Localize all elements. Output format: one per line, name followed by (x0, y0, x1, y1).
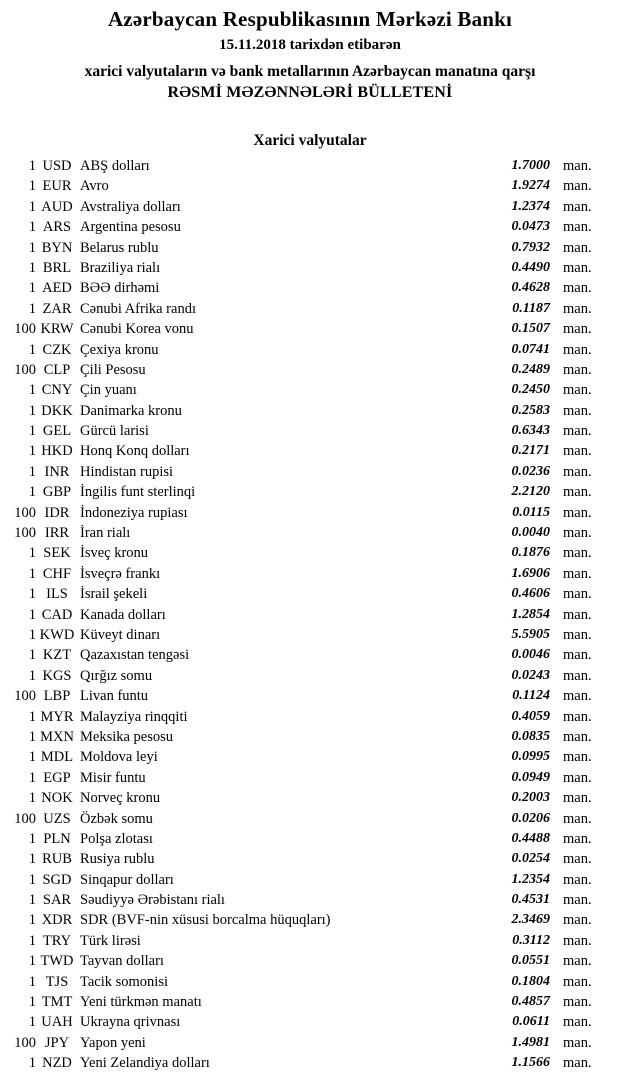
currency-name: Cənubi Korea vonu (80, 321, 194, 338)
currency-quantity: 1 (28, 484, 36, 501)
bank-title: Azərbaycan Respublikasının Mərkəzi Bankı (107, 7, 513, 31)
currency-quantity: 1 (28, 973, 36, 990)
currency-unit: man. (563, 647, 592, 664)
currency-code: DKK (41, 402, 73, 419)
currency-rate: 0.0046 (511, 647, 550, 663)
bulletin-header (0, 8, 620, 102)
currency-name: Qazaxıstan tengəsi (80, 647, 190, 664)
currency-name: Yapon yeni (80, 1034, 146, 1051)
rate-row (0, 360, 620, 380)
currency-name: Avro (80, 178, 109, 195)
currency-unit: man. (563, 790, 592, 807)
currency-rate: 0.0473 (511, 219, 550, 235)
rate-row (0, 380, 620, 400)
currency-quantity: 1 (28, 1014, 36, 1031)
currency-rate: 0.0995 (511, 749, 550, 765)
currency-name: Çexiya kronu (80, 341, 159, 358)
rate-row (0, 564, 620, 584)
currency-rate: 1.2854 (511, 606, 550, 622)
currency-quantity: 100 (14, 321, 36, 338)
currency-name: Misir funtu (80, 769, 146, 786)
currency-rate: 0.0040 (511, 525, 550, 541)
currency-unit: man. (563, 810, 592, 827)
rate-row (0, 870, 620, 890)
currency-quantity: 100 (14, 525, 36, 542)
rate-row (0, 910, 620, 930)
currency-unit: man. (563, 158, 592, 174)
currency-rate: 0.0115 (512, 504, 550, 520)
rate-row (0, 543, 620, 563)
currency-quantity: 1 (28, 871, 36, 888)
currency-rate: 2.3469 (511, 912, 550, 928)
currency-code: CHF (42, 565, 72, 582)
currency-name: İsrail şekeli (80, 586, 148, 603)
currency-unit: man. (563, 239, 592, 256)
currency-unit: man. (563, 688, 592, 705)
currency-code: ARS (42, 219, 72, 236)
currency-quantity: 1 (28, 259, 36, 276)
currency-rate: 1.1566 (511, 1055, 550, 1071)
currency-unit: man. (563, 178, 592, 195)
currency-rate: 5.5905 (511, 626, 550, 642)
currency-name: İsveçrə frankı (80, 565, 161, 582)
currency-code: SEK (43, 545, 71, 562)
currency-rate: 1.9274 (511, 178, 550, 194)
currency-rate: 0.0254 (511, 851, 550, 867)
currency-unit: man. (563, 973, 592, 990)
bulletin-subtitle: xarici valyutaların və bank metallarının Azərbaycan manatına qarşı (84, 63, 536, 80)
currency-name: Braziliya rialı (80, 259, 161, 276)
currency-code: NOK (41, 790, 73, 807)
currency-unit: man. (563, 361, 592, 378)
currency-unit: man. (563, 994, 592, 1011)
rate-row (0, 238, 620, 258)
currency-code: AED (42, 280, 72, 297)
currency-code: UZS (43, 810, 71, 827)
currency-code: XDR (41, 912, 73, 929)
currency-rate: 0.0243 (511, 667, 550, 683)
currency-name: İran rialı (80, 525, 131, 542)
currency-quantity: 1 (28, 423, 36, 440)
currency-rate: 1.2354 (511, 871, 550, 887)
currency-quantity: 1 (28, 708, 36, 725)
currency-quantity: 1 (28, 647, 36, 664)
currency-quantity: 100 (14, 361, 36, 378)
currency-quantity: 1 (28, 300, 36, 317)
currency-unit: man. (563, 382, 592, 399)
currency-code: TJS (45, 973, 69, 990)
currency-code: IRR (44, 525, 70, 542)
section-title-foreign-currencies: Xarici valyutalar (253, 132, 367, 149)
currency-rate: 0.0835 (511, 728, 550, 744)
currency-quantity: 1 (28, 626, 36, 643)
currency-name: SDR (BVF-nin xüsusi borcalma hüquqları) (80, 912, 331, 929)
currency-code: NZD (42, 1055, 72, 1072)
currency-code: KGS (42, 667, 72, 684)
currency-rate: 0.2489 (511, 361, 550, 377)
bulletin-name: RƏSMİ MƏZƏNNƏLƏRİ BÜLLETENİ (167, 84, 453, 101)
currency-quantity: 1 (28, 341, 36, 358)
currency-rate: 0.4531 (511, 892, 550, 908)
currency-code: SAR (42, 892, 72, 909)
rate-row (0, 809, 620, 829)
currency-name: Özbək somu (80, 810, 153, 827)
rate-row (0, 686, 620, 706)
currency-unit: man. (563, 219, 592, 236)
currency-quantity: 1 (28, 994, 36, 1011)
rate-row (0, 258, 620, 278)
currency-unit: man. (563, 851, 592, 868)
currency-rate: 0.4488 (511, 830, 550, 846)
currency-quantity: 1 (28, 382, 36, 399)
currency-unit: man. (563, 198, 592, 215)
currency-unit: man. (563, 443, 592, 460)
currency-quantity: 1 (28, 402, 36, 419)
currency-unit: man. (563, 341, 592, 358)
currency-code: PLN (43, 830, 71, 847)
currency-rate: 1.4981 (511, 1034, 550, 1050)
rate-row (0, 176, 620, 196)
currency-code: MYR (40, 708, 74, 725)
currency-name: İsveç kronu (80, 545, 149, 562)
currency-name: Argentina pesosu (80, 219, 181, 236)
currency-unit: man. (563, 402, 592, 419)
currency-rate: 1.6906 (511, 565, 550, 581)
currency-name: Türk lirəsi (80, 932, 141, 949)
rate-row (0, 707, 620, 727)
currency-unit: man. (563, 953, 592, 970)
currency-name: Çili Pesosu (80, 361, 146, 378)
currency-unit: man. (563, 769, 592, 786)
rate-row (0, 1012, 620, 1032)
currency-rate: 0.7932 (511, 239, 550, 255)
currency-code: BRL (42, 259, 72, 276)
currency-quantity: 1 (28, 932, 36, 949)
currency-name: Yeni Zelandiya dolları (80, 1055, 210, 1072)
currency-rate: 0.0206 (511, 810, 550, 826)
rate-row (0, 462, 620, 482)
currency-code: JPY (44, 1034, 70, 1051)
rate-row (0, 421, 620, 441)
currency-code: GEL (42, 423, 72, 440)
currency-code: KRW (40, 321, 74, 338)
currency-quantity: 1 (28, 545, 36, 562)
currency-code: CZK (42, 341, 72, 358)
rates-table (0, 156, 620, 1074)
rate-row (0, 829, 620, 849)
currency-code: EGP (43, 769, 71, 786)
currency-code: AUD (41, 198, 73, 215)
currency-quantity: 1 (28, 463, 36, 480)
currency-name: ABŞ dolları (80, 158, 150, 174)
currency-name: Qırğız somu (80, 667, 153, 684)
currency-name: Tayvan dolları (80, 953, 164, 970)
currency-quantity: 100 (14, 810, 36, 827)
rate-row (0, 584, 620, 604)
currency-rate: 0.4628 (511, 280, 550, 296)
currency-quantity: 1 (28, 749, 36, 766)
currency-unit: man. (563, 871, 592, 888)
currency-name: Səudiyyə Ərəbistanı rialı (80, 892, 225, 909)
currency-rate: 1.2374 (511, 198, 550, 214)
currency-code: TWD (40, 953, 74, 970)
currency-unit: man. (563, 912, 592, 929)
currency-rate: 0.4059 (511, 708, 550, 724)
currency-rate: 0.0949 (511, 769, 550, 785)
rate-row (0, 299, 620, 319)
rate-row (0, 768, 620, 788)
currency-code: TMT (41, 994, 73, 1011)
currency-quantity: 1 (28, 912, 36, 929)
rate-row (0, 972, 620, 992)
currency-unit: man. (563, 321, 592, 338)
rate-row (0, 890, 620, 910)
currency-quantity: 1 (28, 219, 36, 236)
currency-name: Avstraliya dolları (80, 198, 181, 215)
currency-rate: 1.7000 (511, 158, 550, 173)
currency-name: Rusiya rublu (80, 851, 155, 868)
currency-unit: man. (563, 749, 592, 766)
currency-unit: man. (563, 525, 592, 542)
currency-name: Kanada dolları (80, 606, 166, 623)
rate-row (0, 441, 620, 461)
rate-row (0, 156, 620, 176)
rate-row (0, 727, 620, 747)
currency-quantity: 1 (28, 158, 36, 174)
currency-name: Moldova leyi (80, 749, 158, 766)
currency-rate: 0.2171 (511, 443, 550, 459)
currency-code: CAD (41, 606, 73, 623)
currency-rate: 0.1876 (511, 545, 550, 561)
currency-name: Belarus rublu (80, 239, 159, 256)
currency-name: Ukrayna qrivnası (80, 1014, 181, 1031)
rate-row (0, 931, 620, 951)
currency-rate: 0.0611 (512, 1014, 550, 1030)
currency-rate: 0.3112 (512, 932, 550, 948)
currency-quantity: 1 (28, 1055, 36, 1072)
rate-row (0, 340, 620, 360)
currency-rate: 0.4857 (511, 994, 550, 1010)
currency-name: Sinqapur dolları (80, 871, 174, 888)
currency-code: LBP (43, 688, 71, 705)
rate-row (0, 197, 620, 217)
currency-code: CNY (41, 382, 73, 399)
rate-row (0, 1053, 620, 1073)
rate-row (0, 1033, 620, 1053)
currency-quantity: 1 (28, 198, 36, 215)
currency-unit: man. (563, 1034, 592, 1051)
currency-rate: 0.0741 (511, 341, 550, 357)
rate-row (0, 788, 620, 808)
currency-quantity: 1 (28, 830, 36, 847)
currency-rate: 0.1804 (511, 973, 550, 989)
currency-unit: man. (563, 545, 592, 562)
currency-unit: man. (563, 708, 592, 725)
currency-rate: 0.2583 (511, 402, 550, 418)
rate-row (0, 747, 620, 767)
currency-quantity: 1 (28, 280, 36, 297)
currency-name: Yeni türkmən manatı (80, 994, 202, 1011)
currency-name: İngilis funt sterlinqi (80, 484, 196, 501)
effective-date-line: 15.11.2018 tarixdən etibarən (219, 37, 401, 53)
rate-row (0, 523, 620, 543)
currency-code: UAH (41, 1014, 73, 1031)
currency-rate: 2.2120 (511, 484, 550, 500)
rate-row (0, 217, 620, 237)
currency-quantity: 100 (14, 504, 36, 521)
currency-name: Tacik somonisi (80, 973, 168, 990)
currency-unit: man. (563, 586, 592, 603)
currency-rate: 0.1187 (512, 300, 550, 316)
currency-quantity: 1 (28, 769, 36, 786)
currency-unit: man. (563, 892, 592, 909)
currency-code: TRY (42, 932, 72, 949)
currency-code: GBP (42, 484, 72, 501)
currency-quantity: 1 (28, 586, 36, 603)
currency-quantity: 100 (14, 1034, 36, 1051)
rate-row (0, 278, 620, 298)
rate-row (0, 319, 620, 339)
currency-quantity: 1 (28, 667, 36, 684)
currency-code: CLP (43, 361, 71, 378)
rate-row (0, 645, 620, 665)
currency-name: Polşa zlotası (80, 830, 153, 847)
rate-row (0, 482, 620, 502)
currency-unit: man. (563, 728, 592, 745)
rate-row (0, 401, 620, 421)
currency-code: BYN (41, 239, 73, 256)
currency-code: MXN (40, 728, 74, 745)
rate-row (0, 503, 620, 523)
currency-code: ILS (46, 586, 68, 603)
currency-name: Hindistan rupisi (80, 463, 174, 480)
currency-name: Meksika pesosu (80, 728, 174, 745)
currency-rate: 0.0236 (511, 463, 550, 479)
currency-name: Gürcü larisi (80, 423, 149, 440)
currency-name: Honq Konq dolları (80, 443, 190, 460)
currency-rate: 0.6343 (511, 423, 550, 439)
currency-unit: man. (563, 1014, 592, 1031)
rate-row (0, 849, 620, 869)
currency-unit: man. (563, 667, 592, 684)
currency-unit: man. (563, 606, 592, 623)
currency-unit: man. (563, 932, 592, 949)
rate-row (0, 992, 620, 1012)
currency-code: MDL (40, 749, 74, 766)
currency-rate: 0.1507 (511, 321, 550, 337)
currency-code: ZAR (42, 300, 72, 317)
currency-code: SGD (42, 871, 72, 888)
currency-code: INR (44, 463, 70, 480)
currency-unit: man. (563, 484, 592, 501)
currency-unit: man. (563, 565, 592, 582)
currency-quantity: 1 (28, 851, 36, 868)
currency-quantity: 1 (28, 953, 36, 970)
currency-name: Cənubi Afrika randı (80, 300, 196, 317)
currency-quantity: 1 (28, 790, 36, 807)
currency-code: HKD (41, 443, 73, 460)
currency-unit: man. (563, 300, 592, 317)
currency-unit: man. (563, 626, 592, 643)
rate-row (0, 605, 620, 625)
currency-name: Danimarka kronu (80, 402, 182, 419)
currency-rate: 0.2450 (511, 382, 550, 398)
currency-unit: man. (563, 504, 592, 521)
currency-code: USD (42, 158, 72, 174)
currency-quantity: 1 (28, 443, 36, 460)
currency-quantity: 1 (28, 728, 36, 745)
currency-rate: 0.4490 (511, 259, 550, 275)
currency-quantity: 1 (28, 239, 36, 256)
currency-unit: man. (563, 259, 592, 276)
currency-unit: man. (563, 280, 592, 297)
currency-quantity: 1 (28, 565, 36, 582)
currency-code: RUB (42, 851, 72, 868)
currency-quantity: 1 (28, 178, 36, 195)
currency-code: KZT (42, 647, 72, 664)
currency-unit: man. (563, 830, 592, 847)
rate-row (0, 666, 620, 686)
currency-name: BƏƏ dirhəmi (80, 280, 160, 297)
rate-row (0, 625, 620, 645)
currency-code: EUR (42, 178, 72, 195)
currency-name: Livan funtu (80, 688, 149, 705)
currency-unit: man. (563, 423, 592, 440)
currency-unit: man. (563, 463, 592, 480)
bulletin-page (0, 8, 620, 1081)
currency-quantity: 1 (28, 606, 36, 623)
currency-quantity: 100 (14, 688, 36, 705)
rate-row (0, 951, 620, 971)
currency-code: KWD (39, 626, 75, 643)
currency-rate: 0.0551 (511, 953, 550, 969)
currency-rate: 0.2003 (511, 790, 550, 806)
currency-name: Norveç kronu (80, 790, 161, 807)
currency-name: Malayziya rinqqiti (80, 708, 188, 725)
currency-name: İndoneziya rupiası (80, 504, 188, 521)
currency-rate: 0.1124 (512, 688, 550, 704)
currency-unit: man. (563, 1055, 592, 1072)
currency-quantity: 1 (28, 892, 36, 909)
currency-name: Küveyt dinarı (80, 626, 161, 643)
currency-code: IDR (44, 504, 70, 521)
currency-name: Çin yuanı (80, 382, 137, 399)
currency-rate: 0.4606 (511, 586, 550, 602)
